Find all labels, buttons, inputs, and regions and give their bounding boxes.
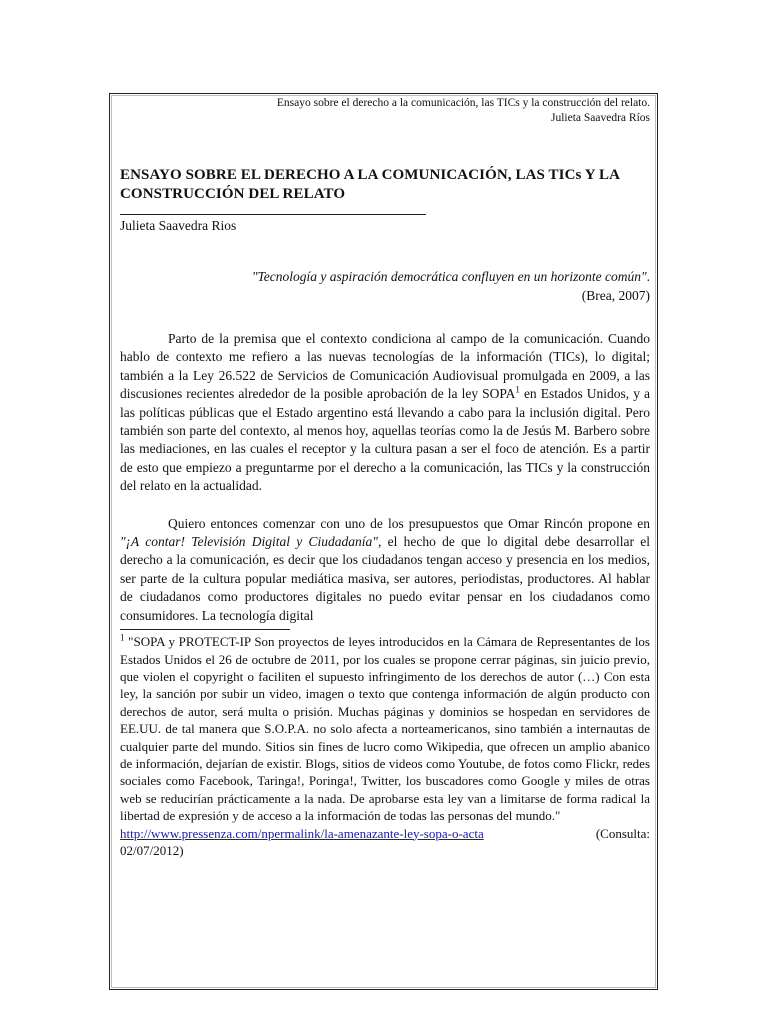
document-title: ENSAYO SOBRE EL DERECHO A LA COMUNICACIÓN, LAS TICs Y LA CONSTRUCCIÓN DEL RELATO <box>120 167 620 202</box>
paragraph-2 <box>120 515 650 625</box>
epigraph-citation: (Brea, 2007) <box>581 288 650 303</box>
author-name: Julieta Saavedra Rios <box>120 218 237 233</box>
footnote-consulta-label: (Consulta: <box>595 825 650 841</box>
paragraph-1 <box>120 330 650 496</box>
title-divider <box>120 214 426 215</box>
footnote-separator <box>120 629 290 630</box>
paragraph-2-text-a: Quiero entonces comenzar con uno de los presupuestos que Omar Rincón propone en <box>168 515 650 531</box>
footnote-text: "SOPA y PROTECT-IP Son proyectos de leyes introducidos en la Cámara de Representantes de los Estados Unidos el 26 de octubre de 2011, por los cuales se propone cerrar páginas, sin juicio previo, que violen el copyright o faciliten el supuesto infringimento de los derechos de autor (…) Con esta ley, la sanción por subir un video, imagen o texto que contenga información de algún producto con derechos de autor, será multa o prisión. Muchas páginas y dominios se hospedan en servidores de EE.UU. de tal manera que S.O.P.A. no solo afecta a norteamericanos, sino también a internautas de cualquier parte del mundo. Sitios sin fines de lucro como Wikipedia, que ofrecen un amplio abanico de información, dejarían de existir. Blogs, sitios de videos como Youtube, de fotos como Flickr, redes sociales como Facebook, Taringa!, Poringa!, Twitter, los buscadores como Google y miles de otras web se reducirían prácticamente a la nada. De aprobarse esta ley van a limitarse de forma radical la libertad de expresión y de acceso a la información de todas las personas del mundo." <box>120 634 650 824</box>
paragraph-1-text-a: Parto de la premisa que el contexto condiciona al campo de la comunicación. Cuando hablo de contexto me refiero a las nuevas tecnologías de la información (TICs), lo digital; también a la Ley 26.522 de Servicios de Comunicación Audiovisual promulgada en 2009, a las discusiones recientes alrededor de la posible aprobación de la ley SOPA <box>120 331 650 402</box>
footnote-consulta-date: 02/07/2012) <box>120 842 184 858</box>
footnote-source-link[interactable]: http://www.pressenza.com/npermalink/la-amenazante-ley-sopa-o-acta <box>120 825 484 841</box>
paragraph-1-text-b: en Estados Unidos, y a las políticas públicas que el Estado argentino está llevando a cabo para la inclusión digital. Pero también son parte del contexto, al menos hoy, aquellas teorías como la de Jesús M. Barbero sobre las mediaciones, en las cuales el receptor y la cultura pasan a ser el foco de atención. Es a partir de esto que empiezo a preguntarme por el derecho a la comunicación, las TICs y la construcción del relato en la actualidad. <box>120 386 650 494</box>
document-page <box>120 96 650 859</box>
epigraph-period: . <box>646 269 650 284</box>
paragraph-2-book-title: "¡A contar! Televisión Digital y Ciudadanía", <box>120 534 382 550</box>
epigraph <box>120 267 650 305</box>
footnote-ref-1[interactable]: 1 <box>515 384 520 395</box>
running-header-author: Julieta Saavedra Ríos <box>550 112 650 124</box>
footnote-source-row <box>120 825 650 842</box>
footnote-number: 1 <box>120 632 125 643</box>
running-header <box>120 96 650 126</box>
epigraph-quote: "Tecnología y aspiración democrática confluyen en un horizonte común" <box>251 269 647 284</box>
paragraph-2-text-b: el hecho de que lo digital debe desarrollar el derecho a la comunicación, es decir que los ciudadanos tengan acceso y presencia en los medios, ser parte de la cultura popular mediática masiva, ser autores, periodistas, productores. Al hablar de ciudadanos como productores digitales no puedo evitar pensar en los ciudadanos como consumidores. La tecnología digital <box>120 534 651 623</box>
running-header-title: Ensayo sobre el derecho a la comunicación, las TICs y la construcción del relato. <box>276 97 650 109</box>
footnote-1 <box>120 633 650 824</box>
